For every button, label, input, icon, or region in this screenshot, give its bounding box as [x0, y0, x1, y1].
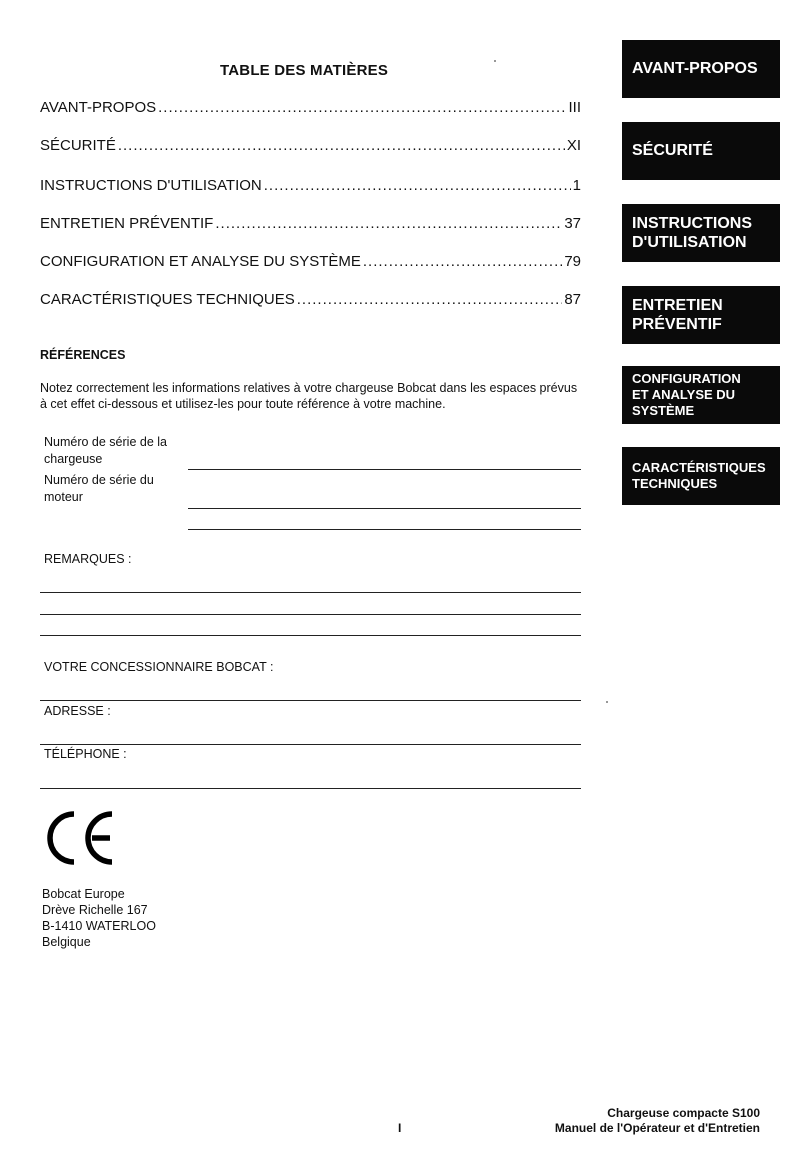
- address-field[interactable]: [40, 744, 581, 745]
- toc-entry-label: ENTRETIEN PRÉVENTIF: [40, 215, 214, 232]
- tab-avant-propos[interactable]: [622, 40, 780, 98]
- tab-instructions[interactable]: [622, 204, 780, 262]
- scan-speck: [606, 701, 608, 703]
- serial-engine-field[interactable]: [188, 508, 581, 509]
- tab-label-line-1: ENTRETIEN: [632, 297, 723, 314]
- toc-entry-page: 37: [564, 215, 581, 232]
- references-heading: RÉFÉRENCES: [40, 348, 126, 362]
- toc-entry-label: SÉCURITÉ: [40, 137, 116, 154]
- serial-loader-field[interactable]: [188, 469, 581, 470]
- toc-entry-page: XI: [566, 137, 581, 154]
- company-address-line: Bobcat Europe: [42, 887, 125, 901]
- remarks-field-line-3[interactable]: [40, 635, 581, 636]
- tab-label-line-2: TECHNIQUES: [632, 476, 718, 491]
- tab-caracteristiques[interactable]: [622, 447, 780, 505]
- toc-entry-instructions[interactable]: [40, 177, 581, 194]
- phone-label: TÉLÉPHONE :: [44, 747, 127, 761]
- tab-label: SÉCURITÉ: [632, 142, 713, 159]
- tab-label-line-2: ET ANALYSE DU: [632, 387, 736, 402]
- toc-entry-label: CARACTÉRISTIQUES TECHNIQUES: [40, 291, 295, 308]
- toc-leader-dots: [118, 137, 565, 154]
- toc-leader-dots: [215, 215, 562, 232]
- footer-manual-title: [555, 1106, 760, 1136]
- dealer-field[interactable]: [40, 700, 581, 701]
- toc-title: TABLE DES MATIÈRES: [220, 62, 389, 79]
- remarks-label: REMARQUES :: [44, 552, 132, 566]
- tab-label-line-1: CARACTÉRISTIQUES: [632, 460, 766, 475]
- toc-leader-dots: [264, 177, 571, 194]
- footer-line-1: Chargeuse compacte S100: [607, 1106, 760, 1120]
- tab-configuration[interactable]: [622, 366, 780, 424]
- company-address: [42, 886, 156, 950]
- tab-label-line-2: PRÉVENTIF: [632, 316, 722, 333]
- company-address-line: Belgique: [42, 935, 91, 949]
- tab-label-line-1: INSTRUCTIONS: [632, 215, 752, 232]
- tab-entretien[interactable]: [622, 286, 780, 344]
- ce-mark-logo: [46, 810, 116, 866]
- scan-speck: [494, 60, 496, 62]
- company-address-line: B-1410 WATERLOO: [42, 919, 156, 933]
- tab-label-line-1: CONFIGURATION: [632, 371, 741, 386]
- phone-field[interactable]: [40, 788, 581, 789]
- toc-entry-label: CONFIGURATION ET ANALYSE DU SYSTÈME: [40, 253, 361, 270]
- tab-label: AVANT-PROPOS: [632, 60, 758, 77]
- footer-line-2: Manuel de l'Opérateur et d'Entretien: [554, 1121, 760, 1135]
- toc-entry-label: AVANT-PROPOS: [40, 99, 157, 116]
- remarks-field-line-2[interactable]: [40, 614, 581, 615]
- serial-loader-label: Numéro de série de la chargeuse: [44, 435, 167, 466]
- toc-entry-page: 87: [564, 291, 581, 308]
- references-instructions: Notez correctement les informations relatives à votre chargeuse Bobcat dans les espaces prévus à cet effet ci-dessous et utilisez-les pour toute référence à votre machine.: [40, 381, 578, 411]
- toc-leader-dots: [363, 253, 562, 270]
- toc-entry-page: 79: [564, 253, 581, 270]
- serial-engine-label: Numéro de série du moteur: [44, 473, 154, 504]
- toc-entry-configuration[interactable]: [40, 253, 581, 270]
- toc-entry-avant-propos[interactable]: [40, 99, 581, 116]
- company-address-line: Drève Richelle 167: [42, 903, 148, 917]
- page-number: I: [398, 1121, 402, 1135]
- toc-entry-caracteristiques[interactable]: [40, 291, 581, 308]
- toc-entry-page: III: [568, 99, 581, 116]
- toc-entry-label: INSTRUCTIONS D'UTILISATION: [40, 177, 262, 194]
- toc-entry-entretien[interactable]: [40, 215, 581, 232]
- toc-entry-page: 1: [572, 177, 581, 194]
- tab-label-line-3: SYSTÈME: [632, 403, 695, 418]
- tab-label-line-2: D'UTILISATION: [632, 234, 747, 251]
- toc-entry-securite[interactable]: [40, 137, 581, 154]
- toc-leader-dots: [158, 99, 566, 116]
- tab-securite[interactable]: [622, 122, 780, 180]
- serial-engine-field-line-2[interactable]: [188, 529, 581, 530]
- address-label: ADRESSE :: [44, 704, 111, 718]
- toc-leader-dots: [297, 291, 563, 308]
- dealer-label: VOTRE CONCESSIONNAIRE BOBCAT :: [44, 660, 274, 674]
- remarks-field-line-1[interactable]: [40, 592, 581, 593]
